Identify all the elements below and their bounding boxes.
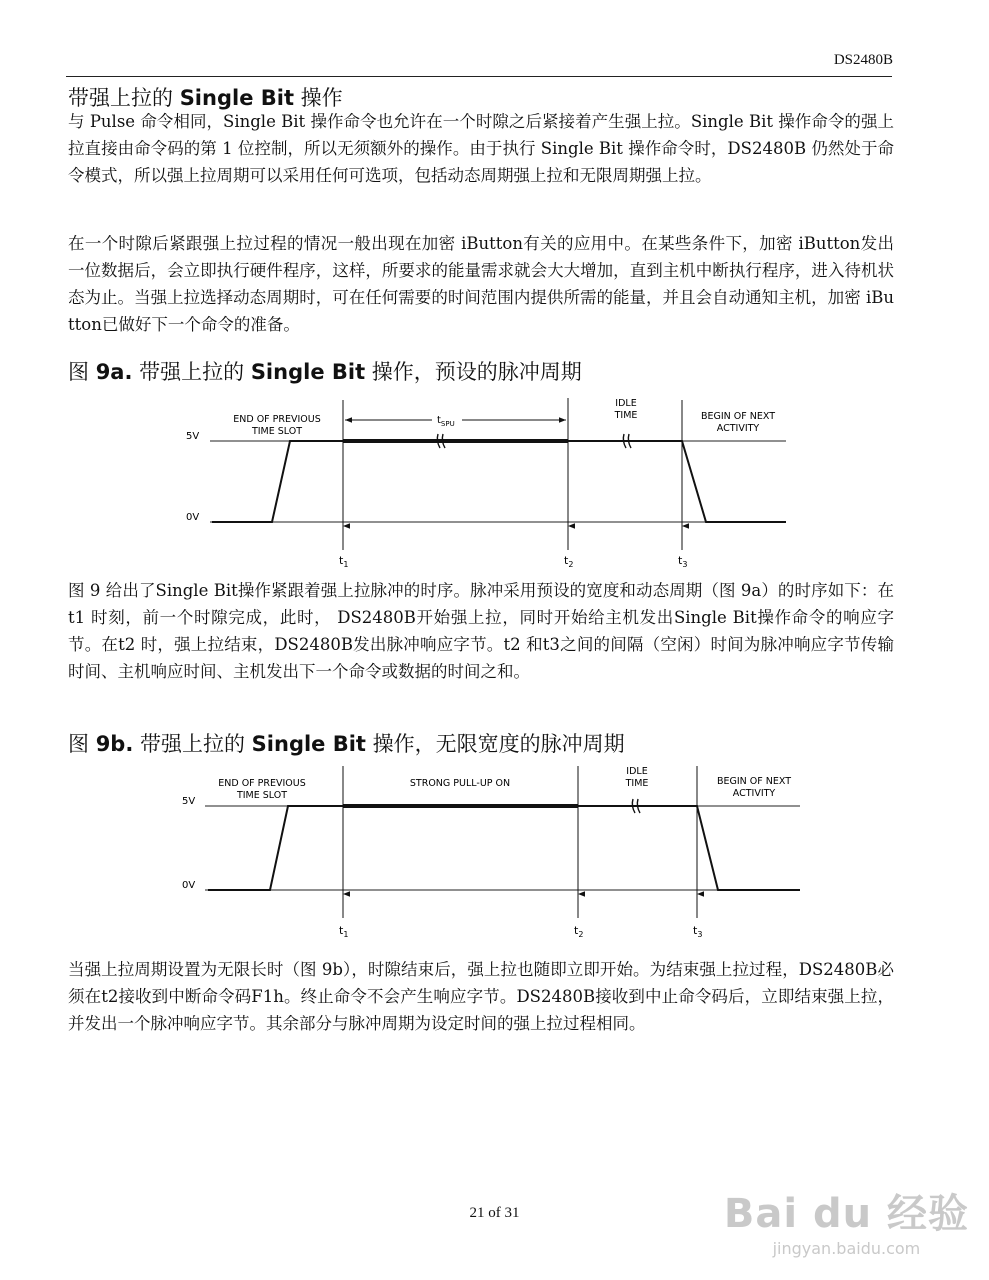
- figure-9a-title: [68, 356, 582, 386]
- label-t1-main: t: [339, 554, 344, 567]
- label-t3-sub: 3: [697, 930, 703, 939]
- label-end-prev-2: TIME SLOT: [236, 790, 288, 801]
- label-strong-pullup: STRONG PULL-UP ON: [409, 778, 511, 789]
- label-begin-2: ACTIVITY: [716, 423, 760, 434]
- label-idle-2: TIME: [625, 778, 649, 789]
- label-0v: 0V: [182, 880, 196, 891]
- paragraph-3: 图 9 给出了Single Bit操作紧跟着强上拉脉冲的时序。脉冲采用预设的宽度和动态周期（图 9a）的时序如下：在t1 时刻，前一个时隙完成，此时， DS2480B开始强上拉，同时开始给主机发出Single Bit操作命令的响应字节。在t2 时，强上拉结束，DS2480B发出脉冲响应字节。t2 和t3之间的间隔（空闲）时间为脉冲响应字节传输时间、主机响应时间、主机发出下一个命令或数据的时间之和。: [68, 581, 894, 681]
- section-title-bold: Single Bit: [179, 86, 294, 110]
- header-rule: [66, 76, 892, 77]
- figure-9a-title-pre: 图: [68, 360, 96, 384]
- figure-9b: [0, 760, 989, 950]
- label-t2-main: t: [564, 554, 569, 567]
- figure-9b-title-pre: 图: [68, 732, 96, 756]
- figure-9b-title-mid: 带强上拉的: [133, 732, 252, 756]
- label-end-prev-2: TIME SLOT: [251, 426, 303, 437]
- paragraph-4: 当强上拉周期设置为无限长时（图 9b），时隙结束后，强上拉也随即立即开始。为结束强上拉过程，DS2480B必须在t2接收到中断命令码F1h。终止命令不会产生响应字节。DS2480B接收到中止命令码后，立即结束强上拉，并发出一个脉冲响应字节。其余部分与脉冲周期为设定时间的强上拉过程相同。: [68, 960, 894, 1033]
- figure-9b-title-num: 9b.: [95, 732, 134, 756]
- page-number: 21 of 31: [469, 1205, 520, 1221]
- figure-9b-diagram: [0, 760, 989, 950]
- label-idle-1: IDLE: [615, 398, 637, 409]
- label-begin-1: BEGIN OF NEXT: [716, 776, 792, 787]
- figure-9b-title: [68, 728, 625, 758]
- label-t3-main: t: [678, 554, 683, 567]
- label-5v: 5V: [182, 796, 196, 807]
- label-begin-2: ACTIVITY: [732, 788, 776, 799]
- label-0v: 0V: [186, 512, 200, 523]
- label-t2: [574, 924, 583, 939]
- label-begin-1: BEGIN OF NEXT: [700, 411, 776, 422]
- figure-9b-title-post: 操作，无限宽度的脉冲周期: [365, 732, 625, 756]
- label-end-prev-1: END OF PREVIOUS: [218, 778, 306, 789]
- label-t2-sub: 2: [578, 930, 584, 939]
- watermark-logo: Bai du 经验: [723, 1191, 969, 1237]
- document-code: DS2480B: [833, 52, 893, 68]
- watermark-url: jingyan.baidu.com: [772, 1239, 921, 1258]
- waveform-9b: [208, 806, 800, 890]
- label-t3: [693, 924, 702, 939]
- figure-9a-title-bold: Single Bit: [250, 360, 366, 384]
- label-t1-sub: 1: [343, 930, 349, 939]
- label-t3-main: t: [693, 924, 698, 937]
- label-t2: [564, 554, 573, 569]
- label-t2-sub: 2: [568, 560, 574, 569]
- label-t1: [339, 554, 348, 569]
- figure-9a-title-mid: 带强上拉的: [132, 360, 251, 384]
- label-idle-2: TIME: [614, 410, 638, 421]
- section-title-post: 操作: [294, 86, 343, 110]
- figure-9b-title-bold: Single Bit: [251, 732, 366, 756]
- label-t3-sub: 3: [682, 560, 688, 569]
- figure-9a-diagram: [0, 390, 989, 580]
- figure-9a-title-num: 9a.: [95, 360, 133, 384]
- label-t1-main: t: [339, 924, 344, 937]
- label-t3: [678, 554, 687, 569]
- paragraph-2: 在一个时隙后紧跟强上拉过程的情况一般出现在加密 iButton有关的应用中。在某些条件下，加密 iButton发出一位数据后，会立即执行硬件程序，这样，所要求的能量需求就会大大增加，直到主机中断执行程序，进入待机状态为止。当强上拉选择动态周期时，可在任何需要的时间范围内提供所需的能量，并且会自动通知主机，加密 iButton已做好下一个命令的准备。: [68, 234, 894, 334]
- figure-9a: [0, 390, 989, 580]
- paragraph-1: 与 Pulse 命令相同，Single Bit 操作命令也允许在一个时隙之后紧接着产生强上拉。Single Bit 操作命令的强上拉直接由命令码的第 1 位控制，所以无须额外的操作。由于执行 Single Bit 操作命令时，DS2480B 仍然处于命令模式，所以强上拉周期可以采用任何可选项，包括动态周期强上拉和无限周期强上拉。: [68, 112, 894, 185]
- waveform-9a: [212, 441, 786, 522]
- label-tspu-sub: SPU: [440, 420, 455, 428]
- label-t1: [339, 924, 348, 939]
- section-title-pre: 带强上拉的: [68, 86, 180, 110]
- label-tspu-main: t: [437, 415, 441, 426]
- label-t1-sub: 1: [343, 560, 349, 569]
- label-t2-main: t: [574, 924, 579, 937]
- watermark: [724, 1182, 969, 1258]
- label-end-prev-1: END OF PREVIOUS: [233, 414, 321, 425]
- label-idle-1: IDLE: [626, 766, 648, 777]
- label-5v: 5V: [186, 431, 200, 442]
- figure-9a-title-post: 操作，预设的脉冲周期: [365, 360, 582, 384]
